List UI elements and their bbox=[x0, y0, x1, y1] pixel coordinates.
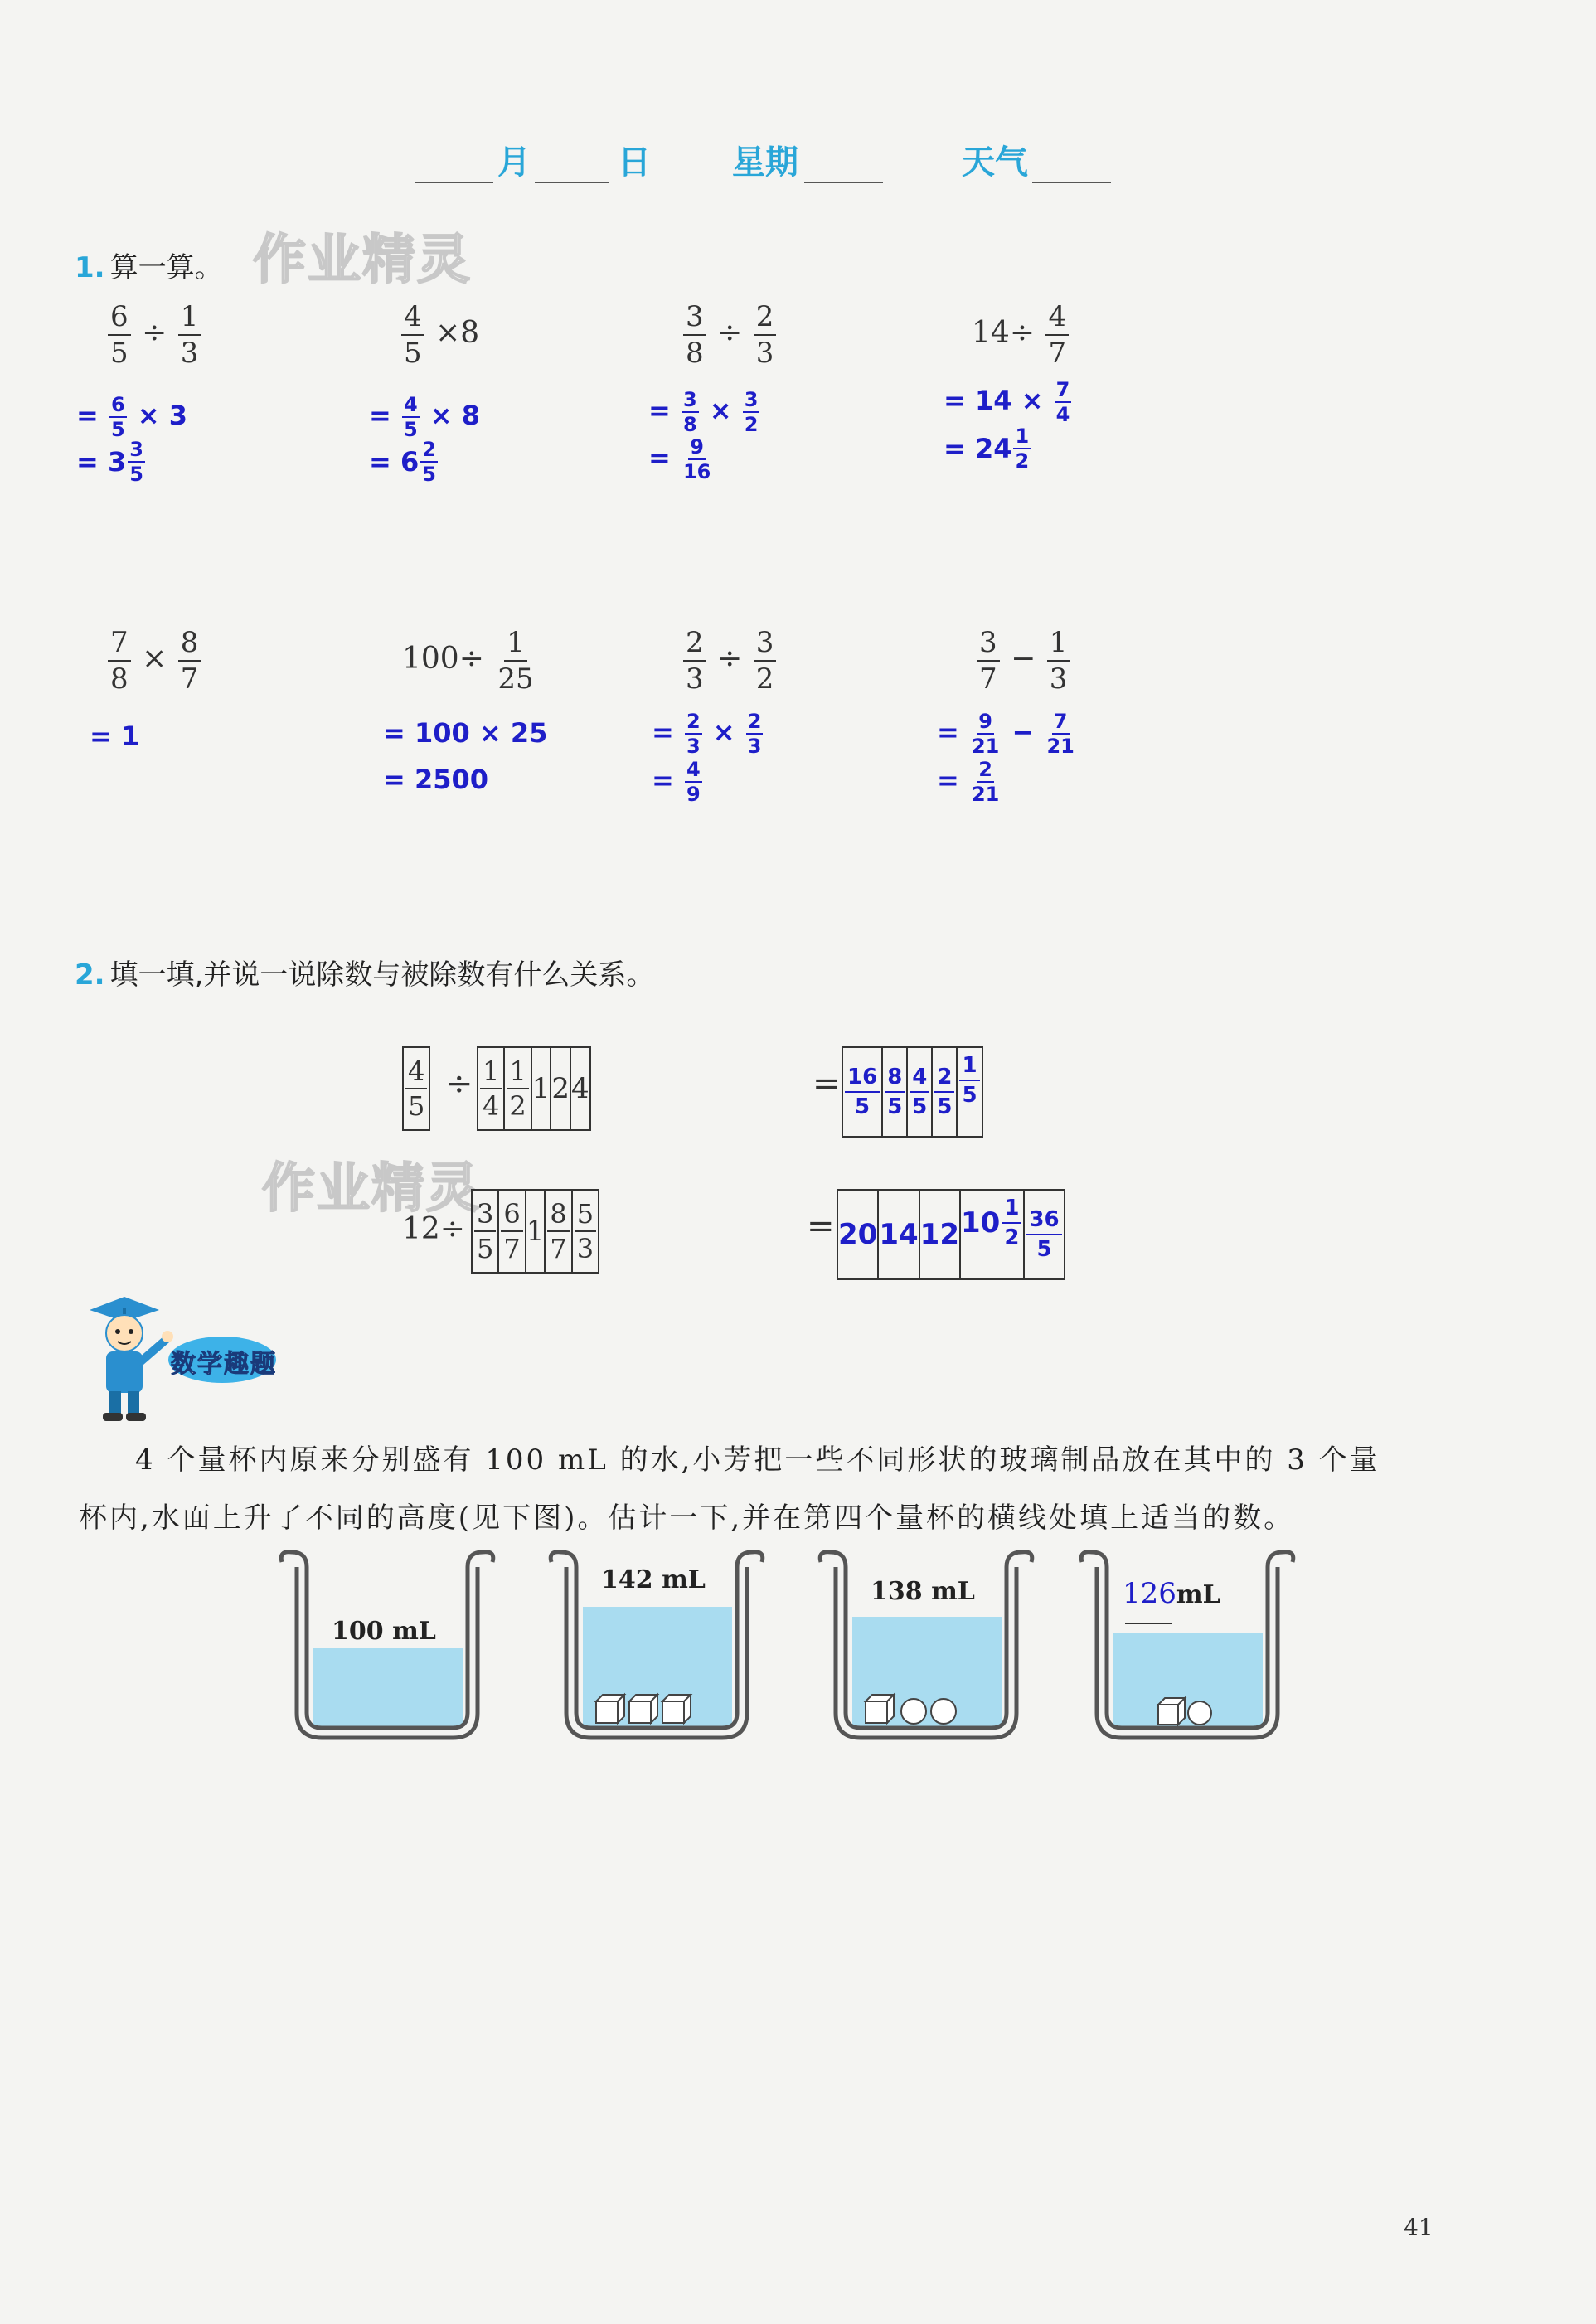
month-label: 月 bbox=[497, 143, 531, 182]
problem-8-step-1: = $\frac{9}{21}$ − $\frac{7}{21}$ bbox=[937, 710, 1075, 758]
weather-label: 天气 bbox=[962, 143, 1028, 182]
row2-answer-5[interactable]: $\frac{36}{5}$ bbox=[1024, 1190, 1064, 1279]
problem-6-step-2: = 2500 bbox=[383, 764, 489, 795]
problem-2-step-1: = $\frac{4}{5}$ × 8 bbox=[369, 393, 481, 441]
row2-divisor-5: $\frac{5}{3}$ bbox=[572, 1190, 599, 1273]
beaker-1-label: 100 mL bbox=[332, 1617, 436, 1646]
problem-3-step-2: = $\frac{9}{16}$ bbox=[648, 435, 711, 483]
row2-divisor-2: $\frac{6}{7}$ bbox=[498, 1190, 525, 1273]
watermark: 作业精灵 bbox=[253, 230, 472, 291]
row2-divisor-1: $\frac{3}{5}$ bbox=[472, 1190, 498, 1273]
page-number: 41 bbox=[1404, 2214, 1433, 2241]
problem-3-step-1: = $\frac{3}{8}$ × $\frac{3}{2}$ bbox=[648, 388, 759, 436]
row1-answer-4[interactable]: $\frac{2}{5}$ bbox=[932, 1047, 957, 1137]
beaker-2-label: 142 mL bbox=[601, 1565, 706, 1594]
fun-paragraph-line-2: 杯内,水面上升了不同的高度(见下图)。估计一下,并在第四个量杯的横线处填上适当的数。 bbox=[79, 1502, 1295, 1535]
glass-ball-icon bbox=[1188, 1701, 1211, 1725]
month-blank[interactable] bbox=[415, 145, 493, 183]
problem-1-step-2: = 3 $\frac{3}{5}$ bbox=[76, 438, 143, 486]
beaker-4-unit: mL bbox=[1176, 1580, 1220, 1609]
problem-3: $\frac{3}{8}$ ÷ $\frac{2}{3}$ bbox=[682, 303, 778, 367]
beaker-3-label: 138 mL bbox=[871, 1577, 975, 1606]
row1-answer-5[interactable]: $\frac{1}{5}$ bbox=[957, 1047, 982, 1137]
problem-2-step-2: = 6 $\frac{2}{5}$ bbox=[369, 438, 436, 486]
day-label: 日 bbox=[618, 143, 651, 182]
problem-2: $\frac{4}{5}$ ×8 bbox=[400, 303, 479, 367]
problem-1-step-1: = $\frac{6}{5}$ × 3 bbox=[76, 393, 188, 441]
row2-answer-1[interactable]: 20 bbox=[837, 1190, 878, 1279]
problem-4-step-2: = 24 $\frac{1}{2}$ bbox=[944, 425, 1030, 473]
beaker-4-label bbox=[1123, 1577, 1220, 1610]
glass-cube-icon bbox=[596, 1695, 691, 1723]
problem-8-step-2: = $\frac{2}{21}$ bbox=[937, 758, 1000, 806]
row2-answer-2[interactable]: 14 bbox=[878, 1190, 919, 1279]
q1-title-text: 算一算。 bbox=[109, 251, 223, 284]
row1-divisor-4: 2 bbox=[551, 1047, 570, 1130]
row2-dividend: 12÷ bbox=[402, 1212, 465, 1246]
q2-number: 2. bbox=[75, 958, 105, 992]
problem-7-step-1: = $\frac{2}{3}$ × $\frac{2}{3}$ bbox=[652, 710, 762, 758]
row1-answer-1[interactable]: $\frac{16}{5}$ bbox=[842, 1047, 882, 1137]
date-header bbox=[415, 137, 1128, 195]
problem-5: $\frac{7}{8}$ × $\frac{8}{7}$ bbox=[106, 628, 202, 693]
problem-6-step-1: = 100 × 25 bbox=[383, 717, 548, 749]
glass-cube-icon bbox=[866, 1695, 894, 1723]
row1-divisor-1: $\frac{1}{4}$ bbox=[478, 1047, 504, 1130]
row2-equals-sign: = bbox=[807, 1207, 835, 1245]
watermark-2: 作业精灵 bbox=[262, 1158, 481, 1220]
row1-divisor-3: 1 bbox=[531, 1047, 551, 1130]
row2-divisor-4: $\frac{8}{7}$ bbox=[545, 1190, 571, 1273]
problem-1: $\frac{6}{5}$ ÷ $\frac{1}{3}$ bbox=[106, 303, 202, 367]
q2-title-text: 填一填,并说一说除数与被除数有什么关系。 bbox=[109, 958, 655, 992]
q2-title bbox=[75, 952, 654, 992]
glass-cube-icon bbox=[1158, 1698, 1185, 1725]
problem-6: 100÷ $\frac{1}{25}$ bbox=[402, 626, 534, 696]
problem-4-step-1: = 14 × $\frac{7}{4}$ bbox=[944, 378, 1070, 426]
problem-8: $\frac{3}{7}$ − $\frac{1}{3}$ bbox=[975, 628, 1071, 693]
row2-answer-4[interactable]: 10 $\frac{1}{2}$ bbox=[960, 1190, 1024, 1279]
problem-4: 14÷ $\frac{4}{7}$ bbox=[972, 303, 1070, 367]
row1-divisor-5: 4 bbox=[570, 1047, 590, 1130]
row2-answer-3[interactable]: 12 bbox=[919, 1190, 960, 1279]
row1-dividend: $\frac{4}{5}$ bbox=[403, 1047, 429, 1130]
day-blank[interactable] bbox=[535, 145, 609, 183]
row2-divisor-3: 1 bbox=[526, 1190, 546, 1273]
q1-number: 1. bbox=[75, 251, 105, 284]
fun-paragraph-line-1: 4 个量杯内原来分别盛有 100 mL 的水,小芳把一些不同形状的玻璃制品放在其中的 3 个量 bbox=[135, 1443, 1380, 1477]
row1-answer-3[interactable]: $\frac{4}{5}$ bbox=[907, 1047, 932, 1137]
week-label: 星期 bbox=[732, 143, 798, 182]
row1-divide-sign: ÷ bbox=[445, 1065, 473, 1103]
problem-5-step-1: = 1 bbox=[90, 720, 140, 752]
problem-7-step-2: = $\frac{4}{9}$ bbox=[652, 758, 701, 806]
row1-equals-sign: = bbox=[813, 1065, 841, 1103]
week-blank[interactable] bbox=[804, 145, 883, 183]
q1-title bbox=[75, 245, 223, 285]
row1-divisor-2: $\frac{1}{2}$ bbox=[504, 1047, 531, 1130]
fun-math-section-header bbox=[73, 1285, 322, 1426]
beaker-4-answer[interactable]: 126 bbox=[1123, 1577, 1176, 1610]
problem-7: $\frac{2}{3}$ ÷ $\frac{3}{2}$ bbox=[682, 628, 778, 693]
fun-paragraph bbox=[79, 1431, 1530, 1547]
weather-blank[interactable] bbox=[1032, 145, 1111, 183]
fun-math-badge: 数学趣题 bbox=[171, 1350, 277, 1379]
row1-answer-2[interactable]: $\frac{8}{5}$ bbox=[882, 1047, 907, 1137]
